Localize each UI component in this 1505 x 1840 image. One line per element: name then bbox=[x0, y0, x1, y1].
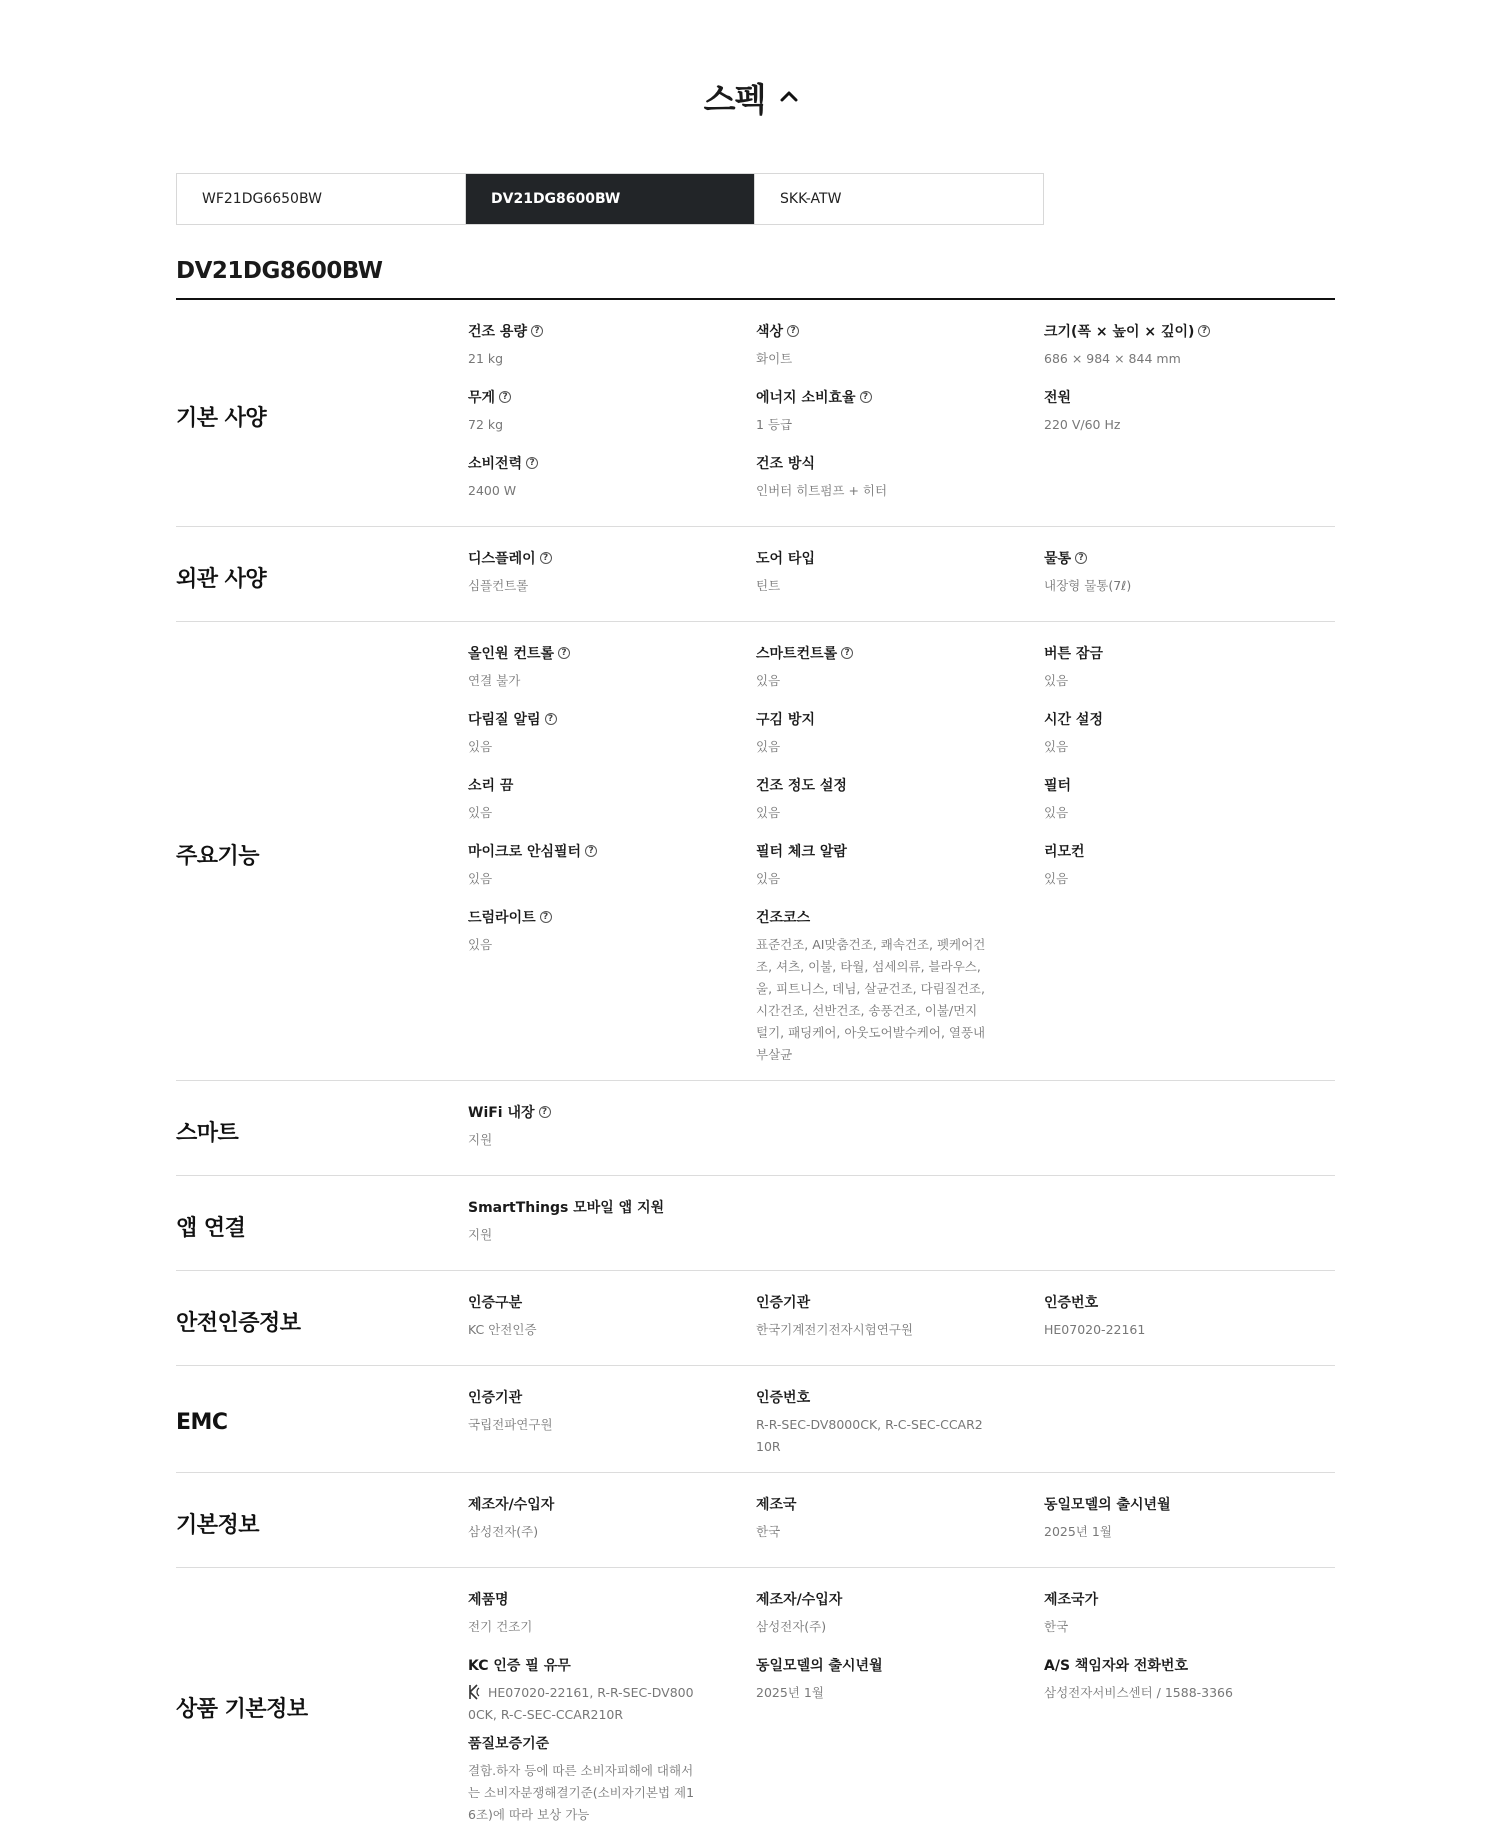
help-icon[interactable]: ? bbox=[558, 647, 570, 659]
spec-value: 내장형 물통(7ℓ) bbox=[1044, 578, 1132, 593]
spec-value: 2025년 1월 bbox=[1044, 1524, 1112, 1539]
spec-label: 동일모델의 출시년월 bbox=[1044, 1497, 1171, 1513]
spec-value: HE07020-22161, R-R-SEC-DV8000CK, R-C-SEC-CCAR210R bbox=[468, 1685, 694, 1722]
spec-value: 삼성전자(주) bbox=[468, 1524, 539, 1539]
spec-value: 있음 bbox=[468, 739, 493, 754]
spec-value: 2400 W bbox=[468, 483, 517, 498]
spec-item bbox=[1044, 320, 1332, 380]
spec-item bbox=[756, 320, 1044, 380]
spec-value: HE07020-22161 bbox=[1044, 1322, 1146, 1337]
spec-item bbox=[1044, 1493, 1332, 1553]
spec-item bbox=[468, 642, 756, 702]
spec-label: 색상 bbox=[756, 324, 784, 340]
spec-label: 소비전력 bbox=[468, 456, 523, 472]
help-icon[interactable]: ? bbox=[540, 552, 552, 564]
spec-label: 건조 용량 bbox=[468, 324, 527, 340]
spec-item bbox=[756, 547, 1044, 607]
spec-value: 1 등급 bbox=[756, 417, 793, 432]
spec-label: 건조 정도 설정 bbox=[756, 778, 847, 794]
spec-value: 심플컨트롤 bbox=[468, 578, 529, 593]
spec-value: 21 kg bbox=[468, 351, 504, 366]
section-label: 외관 사양 bbox=[176, 566, 267, 592]
spec-label: 크기(폭 × 높이 × 깊이) bbox=[1044, 324, 1195, 340]
spec-item bbox=[756, 1588, 1044, 1648]
section-label: 안전인증정보 bbox=[176, 1310, 301, 1336]
spec-value: 지원 bbox=[468, 1132, 493, 1147]
spec-label: 인증기관 bbox=[468, 1390, 523, 1406]
spec-item bbox=[1044, 642, 1332, 702]
spec-value: 있음 bbox=[468, 871, 493, 886]
spec-label: 전원 bbox=[1044, 390, 1072, 406]
section-label: 기본정보 bbox=[176, 1512, 260, 1538]
spec-value: 전기 건조기 bbox=[468, 1619, 533, 1634]
model-title: DV21DG8600BW bbox=[176, 258, 383, 284]
help-icon[interactable]: ? bbox=[545, 713, 557, 725]
spec-item bbox=[1044, 547, 1332, 607]
spec-label: 제조국가 bbox=[1044, 1592, 1099, 1608]
tab-skk-atw[interactable]: SKK-ATW bbox=[754, 174, 1043, 224]
spec-item bbox=[468, 320, 756, 380]
spec-value: 지원 bbox=[468, 1227, 493, 1242]
spec-item bbox=[1044, 1654, 1332, 1726]
section-features bbox=[176, 622, 1335, 1081]
section-basic bbox=[176, 300, 1335, 527]
spec-value: 한국기계전기전자시험연구원 bbox=[756, 1322, 913, 1337]
spec-label: 인증구분 bbox=[468, 1295, 523, 1311]
spec-label: 인증번호 bbox=[1044, 1295, 1099, 1311]
spec-item bbox=[756, 1493, 1044, 1553]
spec-item bbox=[1044, 708, 1332, 768]
spec-value: 삼성전자(주) bbox=[756, 1619, 827, 1634]
section-label: 상품 기본정보 bbox=[176, 1696, 308, 1722]
spec-label: 건조코스 bbox=[756, 910, 811, 926]
spec-item bbox=[468, 1588, 756, 1648]
spec-item bbox=[468, 1386, 756, 1458]
spec-label: 도어 타입 bbox=[756, 551, 815, 567]
help-icon[interactable]: ? bbox=[860, 391, 872, 403]
spec-item bbox=[756, 708, 1044, 768]
spec-item bbox=[1044, 840, 1332, 900]
spec-label: 스마트컨트롤 bbox=[756, 646, 838, 662]
spec-item bbox=[1044, 386, 1332, 446]
kc-mark-icon bbox=[468, 1684, 480, 1700]
spec-value: 한국 bbox=[1044, 1619, 1069, 1634]
spec-label: 구김 방지 bbox=[756, 712, 815, 728]
spec-table bbox=[176, 298, 1335, 1840]
section-product bbox=[176, 1568, 1335, 1840]
spec-value: 220 V/60 Hz bbox=[1044, 417, 1121, 432]
spec-label: 제조자/수입자 bbox=[756, 1592, 843, 1608]
help-icon[interactable]: ? bbox=[526, 457, 538, 469]
spec-value: KC 안전인증 bbox=[468, 1322, 537, 1337]
section-emc bbox=[176, 1366, 1335, 1473]
help-icon[interactable]: ? bbox=[539, 1106, 551, 1118]
spec-label: SmartThings 모바일 앱 지원 bbox=[468, 1200, 665, 1216]
spec-item bbox=[468, 1291, 756, 1351]
section-label: 앱 연결 bbox=[176, 1215, 246, 1241]
spec-value: 있음 bbox=[756, 871, 781, 886]
spec-label: 리모컨 bbox=[1044, 844, 1085, 860]
spec-label: 마이크로 안심필터 bbox=[468, 844, 582, 860]
section-info bbox=[176, 1473, 1335, 1568]
spec-value: 있음 bbox=[468, 937, 493, 952]
spec-value: 인버터 히트펌프 + 히터 bbox=[756, 483, 888, 498]
spec-label: 인증번호 bbox=[756, 1390, 811, 1406]
spec-value: 있음 bbox=[756, 739, 781, 754]
spec-label: 동일모델의 출시년월 bbox=[756, 1658, 883, 1674]
spec-value: 있음 bbox=[756, 805, 781, 820]
spec-item bbox=[468, 1654, 756, 1726]
spec-item bbox=[468, 1196, 756, 1256]
section-label: 주요기능 bbox=[176, 843, 260, 869]
spec-label: 제조자/수입자 bbox=[468, 1497, 555, 1513]
spec-item bbox=[468, 1732, 756, 1826]
spec-value: 있음 bbox=[1044, 871, 1069, 886]
spec-item bbox=[1044, 1588, 1332, 1648]
spec-item bbox=[468, 1493, 756, 1553]
spec-value: 있음 bbox=[756, 673, 781, 688]
spec-value: R-R-SEC-DV8000CK, R-C-SEC-CCAR210R bbox=[756, 1417, 983, 1454]
spec-item bbox=[756, 452, 1044, 512]
spec-value: 있음 bbox=[468, 805, 493, 820]
spec-value: 있음 bbox=[1044, 805, 1069, 820]
help-icon[interactable]: ? bbox=[531, 325, 543, 337]
spec-item bbox=[468, 840, 756, 900]
spec-value: 연결 불가 bbox=[468, 673, 521, 688]
spec-title: 스펙 bbox=[703, 80, 766, 119]
spec-label: A/S 책임자와 전화번호 bbox=[1044, 1658, 1188, 1674]
spec-item bbox=[468, 1101, 756, 1161]
spec-item bbox=[468, 906, 756, 1066]
chevron-up-icon[interactable] bbox=[777, 84, 801, 108]
spec-label: 무게 bbox=[468, 390, 496, 406]
section-label: EMC bbox=[176, 1409, 228, 1435]
spec-label: KC 인증 필 유무 bbox=[468, 1658, 571, 1674]
spec-label: 소리 끔 bbox=[468, 778, 514, 794]
spec-item bbox=[468, 547, 756, 607]
section-label: 기본 사양 bbox=[176, 405, 267, 431]
spec-value: 결함.하자 등에 따른 소비자피해에 대해서는 소비자분쟁해결기준(소비자기본법 제16조)에 따라 보상 가능 bbox=[468, 1763, 695, 1822]
spec-value: 72 kg bbox=[468, 417, 504, 432]
help-icon[interactable]: ? bbox=[585, 845, 597, 857]
spec-item bbox=[756, 386, 1044, 446]
model-tabs bbox=[176, 173, 1044, 225]
spec-label: 디스플레이 bbox=[468, 551, 536, 567]
spec-label: 다림질 알림 bbox=[468, 712, 541, 728]
spec-value: 한국 bbox=[756, 1524, 781, 1539]
section-exterior bbox=[176, 527, 1335, 622]
help-icon[interactable]: ? bbox=[1198, 325, 1210, 337]
help-icon[interactable]: ? bbox=[540, 911, 552, 923]
spec-label: 올인원 컨트롤 bbox=[468, 646, 555, 662]
help-icon[interactable]: ? bbox=[841, 647, 853, 659]
spec-value: 있음 bbox=[1044, 739, 1069, 754]
spec-item bbox=[756, 774, 1044, 834]
help-icon[interactable]: ? bbox=[1075, 552, 1087, 564]
spec-value: 표준건조, AI맞춤건조, 쾌속건조, 펫케어건조, 셔츠, 이불, 타월, 섬세의류, 블라우스, 울, 피트니스, 데님, 살균건조, 다림질건조, 시간건조, 선반건조, 송풍건조, 이불/먼지털기, 패딩케어, 아웃도어발수케어, 열풍내부살균 bbox=[756, 937, 986, 1062]
spec-label: 에너지 소비효율 bbox=[756, 390, 856, 406]
section-smart bbox=[176, 1081, 1335, 1176]
spec-item bbox=[1044, 774, 1332, 834]
spec-item bbox=[468, 774, 756, 834]
spec-item bbox=[1044, 1291, 1332, 1351]
section-safety bbox=[176, 1271, 1335, 1366]
spec-item bbox=[756, 1386, 1044, 1458]
spec-header[interactable] bbox=[0, 74, 1505, 121]
spec-item bbox=[756, 1654, 1044, 1726]
spec-label: WiFi 내장 bbox=[468, 1105, 535, 1121]
help-icon[interactable]: ? bbox=[499, 391, 511, 403]
spec-label: 시간 설정 bbox=[1044, 712, 1103, 728]
spec-value: 틴트 bbox=[756, 578, 781, 593]
spec-value: 삼성전자서비스센터 / 1588-3366 bbox=[1044, 1685, 1233, 1700]
spec-label: 버튼 잠금 bbox=[1044, 646, 1103, 662]
spec-label: 제품명 bbox=[468, 1592, 509, 1608]
spec-label: 필터 체크 알람 bbox=[756, 844, 847, 860]
spec-item bbox=[468, 386, 756, 446]
spec-label: 드럼라이트 bbox=[468, 910, 536, 926]
spec-item bbox=[756, 1291, 1044, 1351]
section-label: 스마트 bbox=[176, 1120, 239, 1146]
spec-item bbox=[756, 840, 1044, 900]
spec-item bbox=[468, 452, 756, 512]
spec-label: 제조국 bbox=[756, 1497, 797, 1513]
spec-label: 필터 bbox=[1044, 778, 1072, 794]
spec-value: 국립전파연구원 bbox=[468, 1417, 553, 1432]
spec-value: 있음 bbox=[1044, 673, 1069, 688]
section-app bbox=[176, 1176, 1335, 1271]
spec-item bbox=[756, 906, 1044, 1066]
spec-value: 2025년 1월 bbox=[756, 1685, 824, 1700]
spec-item bbox=[756, 642, 1044, 702]
spec-value: 686 × 984 × 844 mm bbox=[1044, 351, 1181, 366]
spec-label: 품질보증기준 bbox=[468, 1736, 550, 1752]
spec-label: 건조 방식 bbox=[756, 456, 815, 472]
tab-wf21dg6650bw[interactable]: WF21DG6650BW bbox=[177, 174, 465, 224]
spec-label: 인증기관 bbox=[756, 1295, 811, 1311]
spec-item bbox=[468, 708, 756, 768]
help-icon[interactable]: ? bbox=[787, 325, 799, 337]
spec-value: 화이트 bbox=[756, 351, 793, 366]
spec-label: 물통 bbox=[1044, 551, 1072, 567]
tab-dv21dg8600bw[interactable]: DV21DG8600BW bbox=[465, 174, 754, 224]
